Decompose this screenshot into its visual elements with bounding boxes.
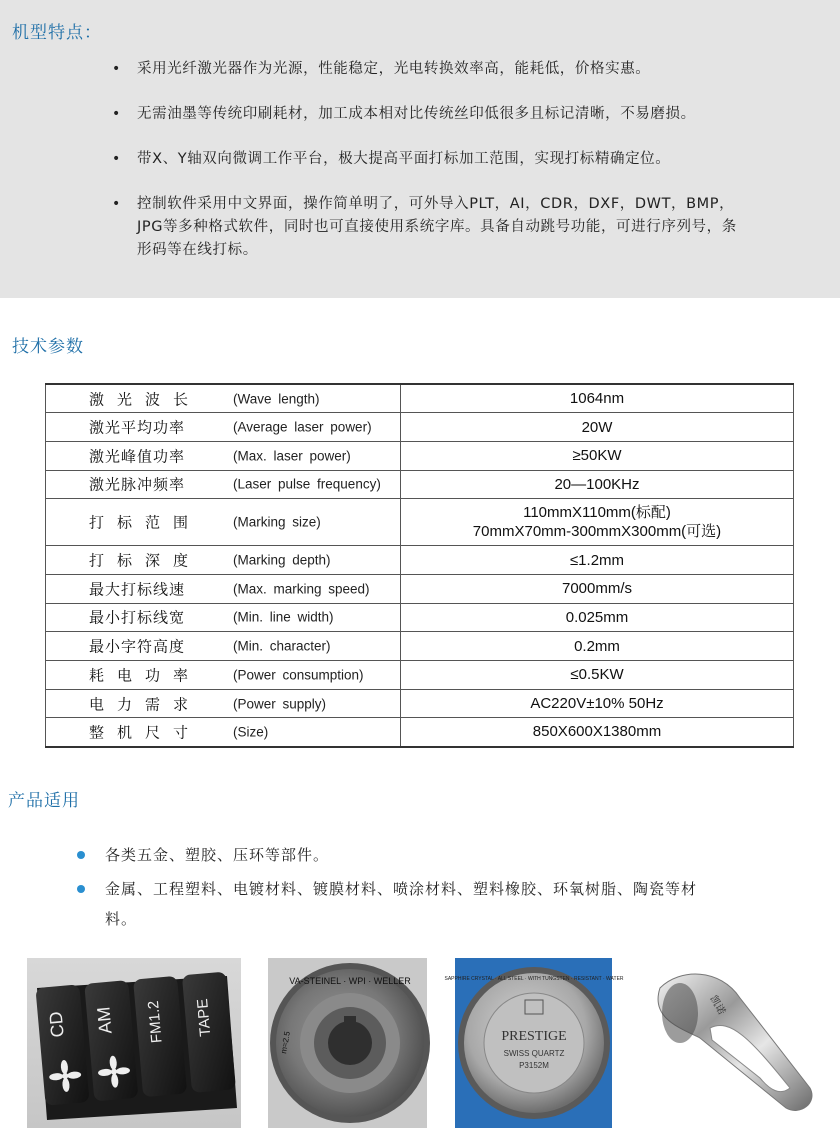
spec-name-en: (Max. marking speed)	[233, 581, 370, 597]
keypad-photo	[27, 958, 241, 1128]
table-row	[46, 384, 794, 413]
features-list	[110, 58, 810, 284]
spec-name: 激光脉冲频率	[89, 475, 186, 494]
spec-value: 1064nm	[401, 384, 794, 413]
table-row	[46, 546, 794, 575]
spec-value: 20W	[401, 413, 794, 442]
spec-value: 850X600X1380mm	[401, 718, 794, 747]
spec-value: ≤1.2mm	[401, 546, 794, 575]
feature-item	[110, 58, 810, 81]
spec-name: 打标范围	[89, 513, 202, 532]
key-tape-label: TAPE	[193, 997, 215, 1038]
key-am-label: AM	[93, 1005, 116, 1035]
spec-value: ≤0.5KW	[401, 661, 794, 690]
table-row	[46, 632, 794, 661]
watch-image	[444, 958, 624, 1128]
spec-name-en: (Laser pulse frequency)	[233, 476, 381, 492]
key-fm-label: FM1.2	[144, 999, 166, 1044]
specs-title: 技术参数	[12, 337, 84, 357]
table-row	[46, 574, 794, 603]
spec-name: 最小字符高度	[89, 637, 186, 656]
spec-name-en: (Min. line width)	[233, 609, 334, 625]
spec-name-en: (Min. character)	[233, 638, 331, 654]
spec-value: 0.2mm	[401, 632, 794, 661]
application-text: 各类五金、塑胶、压环等部件。	[105, 846, 330, 864]
table-row	[46, 441, 794, 470]
applications-list	[75, 840, 775, 938]
gear-side-text: m=2.5	[279, 1030, 292, 1055]
table-row	[46, 603, 794, 632]
table-row	[46, 689, 794, 718]
application-text: 金属、工程塑料、电镀材料、镀膜材料、喷涂材料、塑料橡胶、环氧树脂、陶瓷等材料。	[105, 880, 698, 928]
spec-name-en: (Marking size)	[233, 514, 321, 530]
feature-text: 无需油墨等传统印刷耗材，加工成本相对比传统丝印低很多且标记清晰，不易磨损。	[137, 106, 696, 122]
spec-name: 激光波长	[89, 390, 202, 409]
spec-value	[401, 499, 794, 546]
spec-name-en: (Marking depth)	[233, 552, 331, 568]
spec-name: 激光平均功率	[89, 418, 186, 437]
spec-name-en: (Average laser power)	[233, 419, 372, 435]
table-row	[46, 413, 794, 442]
features-title: 机型特点：	[12, 23, 102, 43]
feature-text: 采用光纤激光器作为光源，性能稳定，光电转换效率高，能耗低，价格实惠。	[137, 61, 651, 77]
gear-image	[268, 958, 427, 1128]
application-item	[75, 874, 715, 934]
gear-ring-text: VA-STEINEL · WPI · WELLER	[289, 976, 411, 986]
spec-value-line: 110mmX110mm(标配)	[523, 504, 671, 522]
spec-name-en: (Size)	[233, 724, 269, 740]
spec-name: 最大打标线速	[89, 580, 186, 599]
spec-name: 整机尺寸	[89, 723, 202, 742]
spec-name: 电力需求	[89, 695, 202, 714]
spec-value: ≥50KW	[401, 441, 794, 470]
feature-text: 控制软件采用中文界面，操作简单明了，可外导入PLT，AI，CDR，DXF，DWT，BMP，JPG等多种格式软件，同时也可直接使用系统字库。具备自动跳号功能，可进行序列号，条形码等在线打标。	[137, 196, 737, 258]
bullet-icon: •	[112, 196, 121, 212]
table-row	[46, 470, 794, 499]
handle-image	[640, 958, 820, 1128]
spec-name: 打标深度	[89, 551, 202, 570]
spec-name: 耗电功率	[89, 666, 202, 685]
handle-photo	[640, 958, 820, 1128]
spec-name-en: (Wave length)	[233, 391, 320, 407]
applications-title: 产品适用	[8, 791, 80, 811]
table-row	[46, 661, 794, 690]
gear-photo	[268, 958, 427, 1128]
feature-item	[110, 103, 810, 126]
table-row	[46, 718, 794, 747]
spec-value: 20—100KHz	[401, 470, 794, 499]
specs-table	[45, 383, 794, 748]
bullet-icon: •	[112, 61, 121, 77]
features-section	[0, 0, 840, 298]
bullet-icon: •	[112, 151, 121, 167]
spec-value: 7000mm/s	[401, 574, 794, 603]
keypad-image	[27, 958, 241, 1128]
table-row	[46, 499, 794, 546]
watch-model: P3152M	[519, 1061, 549, 1070]
key-cd-label: CD	[45, 1010, 68, 1039]
watch-photo	[444, 958, 624, 1128]
watch-ring-text: SAPPHIRE CRYSTAL · ALL STEEL · WITH TUNGSTEN · RESISTANT · WATER	[444, 976, 624, 982]
spec-name: 最小打标线宽	[89, 608, 186, 627]
application-item	[75, 840, 775, 870]
spec-value-line: 70mmX70mm-300mmX300mm(可选)	[472, 523, 722, 541]
feature-text: 带X、Y轴双向微调工作平台，极大提高平面打标加工范围，实现打标精确定位。	[137, 151, 671, 167]
watch-quartz: SWISS QUARTZ	[503, 1049, 565, 1058]
feature-item	[110, 193, 750, 262]
spec-value: 0.025mm	[401, 603, 794, 632]
spec-value: AC220V±10% 50Hz	[401, 689, 794, 718]
bullet-icon	[77, 885, 85, 893]
handle-logo-text: 凯诺	[707, 994, 727, 1017]
feature-item	[110, 148, 810, 171]
spec-name-en: (Max. laser power)	[233, 448, 351, 464]
spec-name-en: (Power supply)	[233, 696, 327, 712]
spec-name: 激光峰值功率	[89, 447, 186, 466]
spec-name-en: (Power consumption)	[233, 667, 364, 683]
bullet-icon: •	[112, 106, 121, 122]
watch-brand: PRESTIGE	[501, 1029, 567, 1044]
bullet-icon	[77, 851, 85, 859]
